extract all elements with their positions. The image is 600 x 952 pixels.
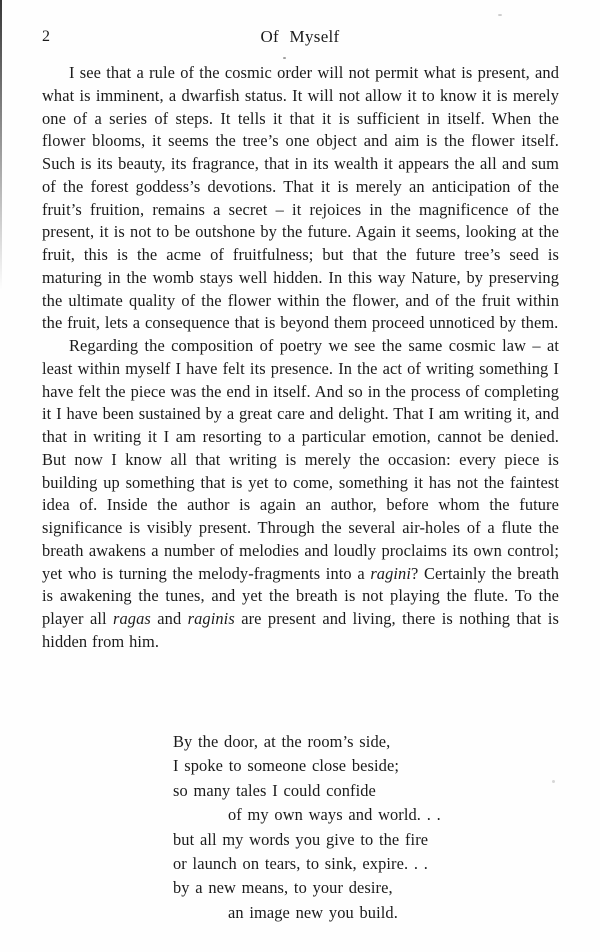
- scan-edge-artifact: [0, 0, 2, 290]
- italic-term-raginis: raginis: [187, 609, 235, 628]
- poem-line: by a new means, to your desire,: [173, 878, 393, 898]
- scan-speck: [498, 14, 502, 16]
- paragraph-2: [42, 335, 559, 654]
- page-number: 2: [42, 28, 50, 45]
- paragraph-2-text: ? Certainly the breath is awakening the tunes, and yet the breath is not playing the flute. To the player all: [42, 563, 559, 628]
- paragraph-1-text: I see that a rule of the cosmic order will not permit what is present, and what is imminent, a dwarfish status. It will not allow it to know it is merely one of a series of steps. It tells it that it is sufficient in itself. When the flower blooms, it seems the tree’s one object and aim is the flower itself. Such is its beauty, its fragrance, that in its wealth it appears the all and sum of the forest goddess’s devotions. That it is merely an anticipation of the fruit’s fruition, remains a secret – it rejoices in the magnificence of the present, it is not to be outshone by the future. Again it seems, looking at the fruit, this is the acme of fruitfulness; but that the future tree’s seed is maturing in the womb stays well hidden. In this way Nature, by preserving the ultimate quality of the flower within the flower, and of the fruit within the fruit, lets a consequence that is beyond them proceed unnoticed by them.: [42, 63, 559, 333]
- italic-term-ragini: ragini: [370, 563, 411, 583]
- running-title: Of Myself: [260, 27, 340, 46]
- poem-line: I spoke to someone close beside;: [173, 756, 400, 776]
- body-text: [42, 62, 559, 654]
- paragraph-2-text: and: [150, 609, 188, 628]
- italic-term-ragas: ragas: [113, 609, 151, 628]
- paragraph-1: [42, 62, 559, 335]
- poem-line: an image new you build.: [228, 902, 398, 922]
- poem-block: [173, 730, 441, 925]
- poem-line: of my own ways and world. . .: [228, 805, 441, 825]
- poem-line: By the door, at the room’s side,: [173, 732, 391, 751]
- poem-line: or launch on tears, to sink, expire. . .: [173, 854, 428, 874]
- paragraph-2-text: are present and living, there is nothing that is hidden from him.: [42, 609, 559, 651]
- poem-line: so many tales I could confide: [173, 780, 376, 800]
- scan-speck: [552, 780, 555, 783]
- scan-speck: [283, 57, 286, 59]
- paragraph-2-text: Regarding the composition of poetry we see the same cosmic law – at least within myself I have felt its presence. In the act of writing something I have felt the piece was the end in itself. And so in the process of completing it I have been sustained by a great care and delight. That I am writing it, and that in writing it I am resorting to a particular emotion, cannot be denied. But now I know all that writing is merely the occasion: every piece is building up something that is yet to come, something it has not the faintest idea of. Inside the author is again an author, before whom the future significance is visibly present. Through the several air-holes of a flute the breath awakens a number of melodies and loudly proclaims its own control; yet who is turning the melody-fragments into a: [42, 336, 559, 583]
- page-header: [42, 27, 558, 49]
- poem-line: but all my words you give to the fire: [173, 829, 429, 849]
